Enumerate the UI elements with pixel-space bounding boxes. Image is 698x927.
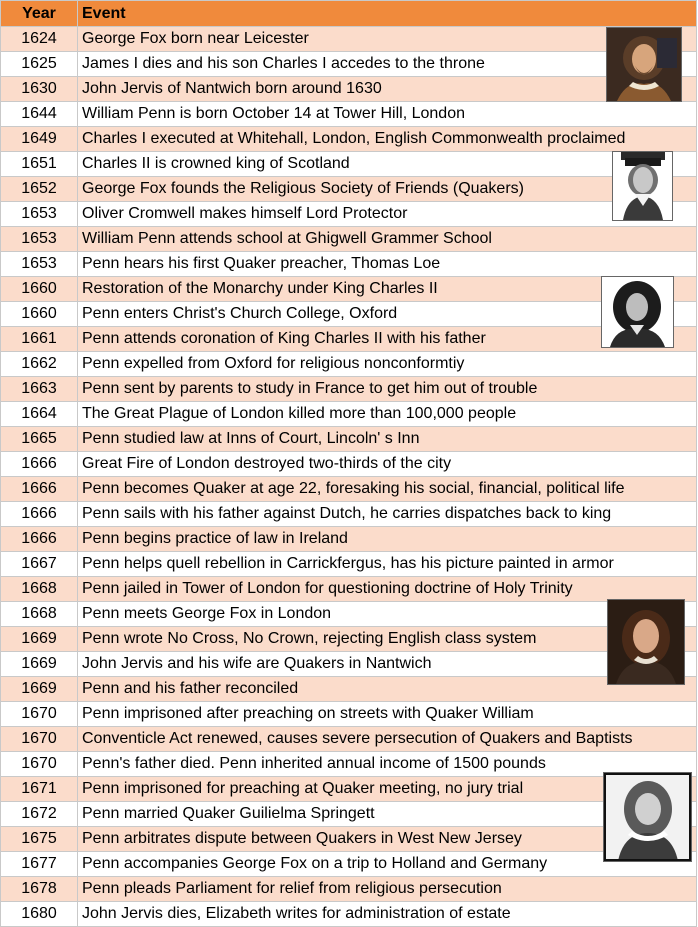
event-cell: Penn imprisoned for preaching at Quaker meeting, no jury trial xyxy=(78,777,697,802)
year-cell: 1678 xyxy=(1,877,78,902)
year-cell: 1672 xyxy=(1,802,78,827)
table-row xyxy=(1,127,697,152)
timeline-rows xyxy=(1,27,697,927)
event-cell: Penn studied law at Inns of Court, Lincoln' s Inn xyxy=(78,427,697,452)
year-cell: 1669 xyxy=(1,627,78,652)
table-row xyxy=(1,302,697,327)
event-cell: William Penn attends school at Ghigwell Grammer School xyxy=(78,227,697,252)
year-cell: 1662 xyxy=(1,352,78,377)
year-cell: 1670 xyxy=(1,752,78,777)
event-cell: John Jervis of Nantwich born around 1630 xyxy=(78,77,697,102)
event-cell: Penn expelled from Oxford for religious nonconformtiy xyxy=(78,352,697,377)
table-row xyxy=(1,502,697,527)
table-row xyxy=(1,352,697,377)
year-cell: 1630 xyxy=(1,77,78,102)
year-cell: 1660 xyxy=(1,302,78,327)
event-cell: Penn begins practice of law in Ireland xyxy=(78,527,697,552)
table-row xyxy=(1,52,697,77)
table-row xyxy=(1,402,697,427)
year-cell: 1677 xyxy=(1,852,78,877)
event-cell: Penn and his father reconciled xyxy=(78,677,697,702)
table-row xyxy=(1,177,697,202)
event-cell: George Fox founds the Religious Society of Friends (Quakers) xyxy=(78,177,697,202)
year-cell: 1660 xyxy=(1,277,78,302)
table-row xyxy=(1,277,697,302)
event-cell: Charles I executed at Whitehall, London, English Commonwealth proclaimed xyxy=(78,127,697,152)
year-cell: 1675 xyxy=(1,827,78,852)
event-cell: John Jervis and his wife are Quakers in Nantwich xyxy=(78,652,697,677)
year-column-header: Year xyxy=(1,1,78,27)
event-cell: Penn meets George Fox in London xyxy=(78,602,697,627)
event-cell: Penn becomes Quaker at age 22, foresaking his social, financial, political life xyxy=(78,477,697,502)
header-row xyxy=(1,1,697,27)
event-cell: Penn pleads Parliament for relief from religious persecution xyxy=(78,877,697,902)
event-column-header: Event xyxy=(78,1,697,27)
event-cell: John Jervis dies, Elizabeth writes for administration of estate xyxy=(78,902,697,927)
table-row xyxy=(1,652,697,677)
year-cell: 1666 xyxy=(1,477,78,502)
event-cell: Penn sails with his father against Dutch, he carries dispatches back to king xyxy=(78,502,697,527)
event-cell: Penn sent by parents to study in France to get him out of trouble xyxy=(78,377,697,402)
table-row xyxy=(1,827,697,852)
event-cell: The Great Plague of London killed more than 100,000 people xyxy=(78,402,697,427)
table-row xyxy=(1,77,697,102)
table-row xyxy=(1,577,697,602)
event-cell: Charles II is crowned king of Scotland xyxy=(78,152,697,177)
event-cell: Penn's father died. Penn inherited annual income of 1500 pounds xyxy=(78,752,697,777)
event-cell: Penn jailed in Tower of London for questioning doctrine of Holy Trinity xyxy=(78,577,697,602)
event-cell: Penn accompanies George Fox on a trip to Holland and Germany xyxy=(78,852,697,877)
table-row xyxy=(1,802,697,827)
year-cell: 1670 xyxy=(1,702,78,727)
table-row xyxy=(1,327,697,352)
event-cell: Restoration of the Monarchy under King Charles II xyxy=(78,277,697,302)
table-row xyxy=(1,452,697,477)
year-cell: 1680 xyxy=(1,902,78,927)
portrait-george-fox xyxy=(612,151,673,221)
year-cell: 1644 xyxy=(1,102,78,127)
table-row xyxy=(1,627,697,652)
event-cell: Penn imprisoned after preaching on streets with Quaker William xyxy=(78,702,697,727)
year-cell: 1661 xyxy=(1,327,78,352)
year-cell: 1668 xyxy=(1,577,78,602)
year-cell: 1652 xyxy=(1,177,78,202)
year-cell: 1670 xyxy=(1,727,78,752)
table-row xyxy=(1,227,697,252)
table-row xyxy=(1,427,697,452)
event-cell: Penn attends coronation of King Charles II with his father xyxy=(78,327,697,352)
year-cell: 1663 xyxy=(1,377,78,402)
year-cell: 1669 xyxy=(1,677,78,702)
year-cell: 1653 xyxy=(1,227,78,252)
table-row xyxy=(1,377,697,402)
table-row xyxy=(1,152,697,177)
table-row xyxy=(1,552,697,577)
year-cell: 1653 xyxy=(1,202,78,227)
event-cell: Penn arbitrates dispute between Quakers in West New Jersey xyxy=(78,827,697,852)
event-cell: George Fox born near Leicester xyxy=(78,27,697,52)
table-row xyxy=(1,27,697,52)
portrait-guilielma-springett xyxy=(603,772,692,862)
table-row xyxy=(1,852,697,877)
table-row xyxy=(1,702,697,727)
table-row xyxy=(1,777,697,802)
year-cell: 1664 xyxy=(1,402,78,427)
event-cell: Penn enters Christ's Church College, Oxford xyxy=(78,302,697,327)
year-cell: 1666 xyxy=(1,502,78,527)
year-cell: 1624 xyxy=(1,27,78,52)
table-row xyxy=(1,202,697,227)
table-row xyxy=(1,727,697,752)
table-row xyxy=(1,477,697,502)
table-row xyxy=(1,677,697,702)
event-cell: Conventicle Act renewed, causes severe persecution of Quakers and Baptists xyxy=(78,727,697,752)
event-cell: Penn hears his first Quaker preacher, Thomas Loe xyxy=(78,252,697,277)
event-cell: Oliver Cromwell makes himself Lord Protector xyxy=(78,202,697,227)
year-cell: 1666 xyxy=(1,527,78,552)
year-cell: 1625 xyxy=(1,52,78,77)
portrait-william-penn xyxy=(607,599,685,685)
event-cell: William Penn is born October 14 at Tower Hill, London xyxy=(78,102,697,127)
event-cell: Great Fire of London destroyed two-thirds of the city xyxy=(78,452,697,477)
year-cell: 1671 xyxy=(1,777,78,802)
year-cell: 1665 xyxy=(1,427,78,452)
year-cell: 1653 xyxy=(1,252,78,277)
table-row xyxy=(1,752,697,777)
year-cell: 1667 xyxy=(1,552,78,577)
table-row xyxy=(1,602,697,627)
portrait-charles-ii xyxy=(601,276,674,348)
year-cell: 1668 xyxy=(1,602,78,627)
table-row xyxy=(1,252,697,277)
event-cell: Penn helps quell rebellion in Carrickfergus, has his picture painted in armor xyxy=(78,552,697,577)
year-cell: 1649 xyxy=(1,127,78,152)
table-row xyxy=(1,102,697,127)
year-cell: 1669 xyxy=(1,652,78,677)
table-row xyxy=(1,902,697,927)
year-cell: 1651 xyxy=(1,152,78,177)
event-cell: James I dies and his son Charles I accedes to the throne xyxy=(78,52,697,77)
year-cell: 1666 xyxy=(1,452,78,477)
event-cell: Penn married Quaker Guilielma Springett xyxy=(78,802,697,827)
portrait-charles-i xyxy=(606,27,682,102)
table-row xyxy=(1,877,697,902)
table-row xyxy=(1,527,697,552)
event-cell: Penn wrote No Cross, No Crown, rejecting English class system xyxy=(78,627,697,652)
